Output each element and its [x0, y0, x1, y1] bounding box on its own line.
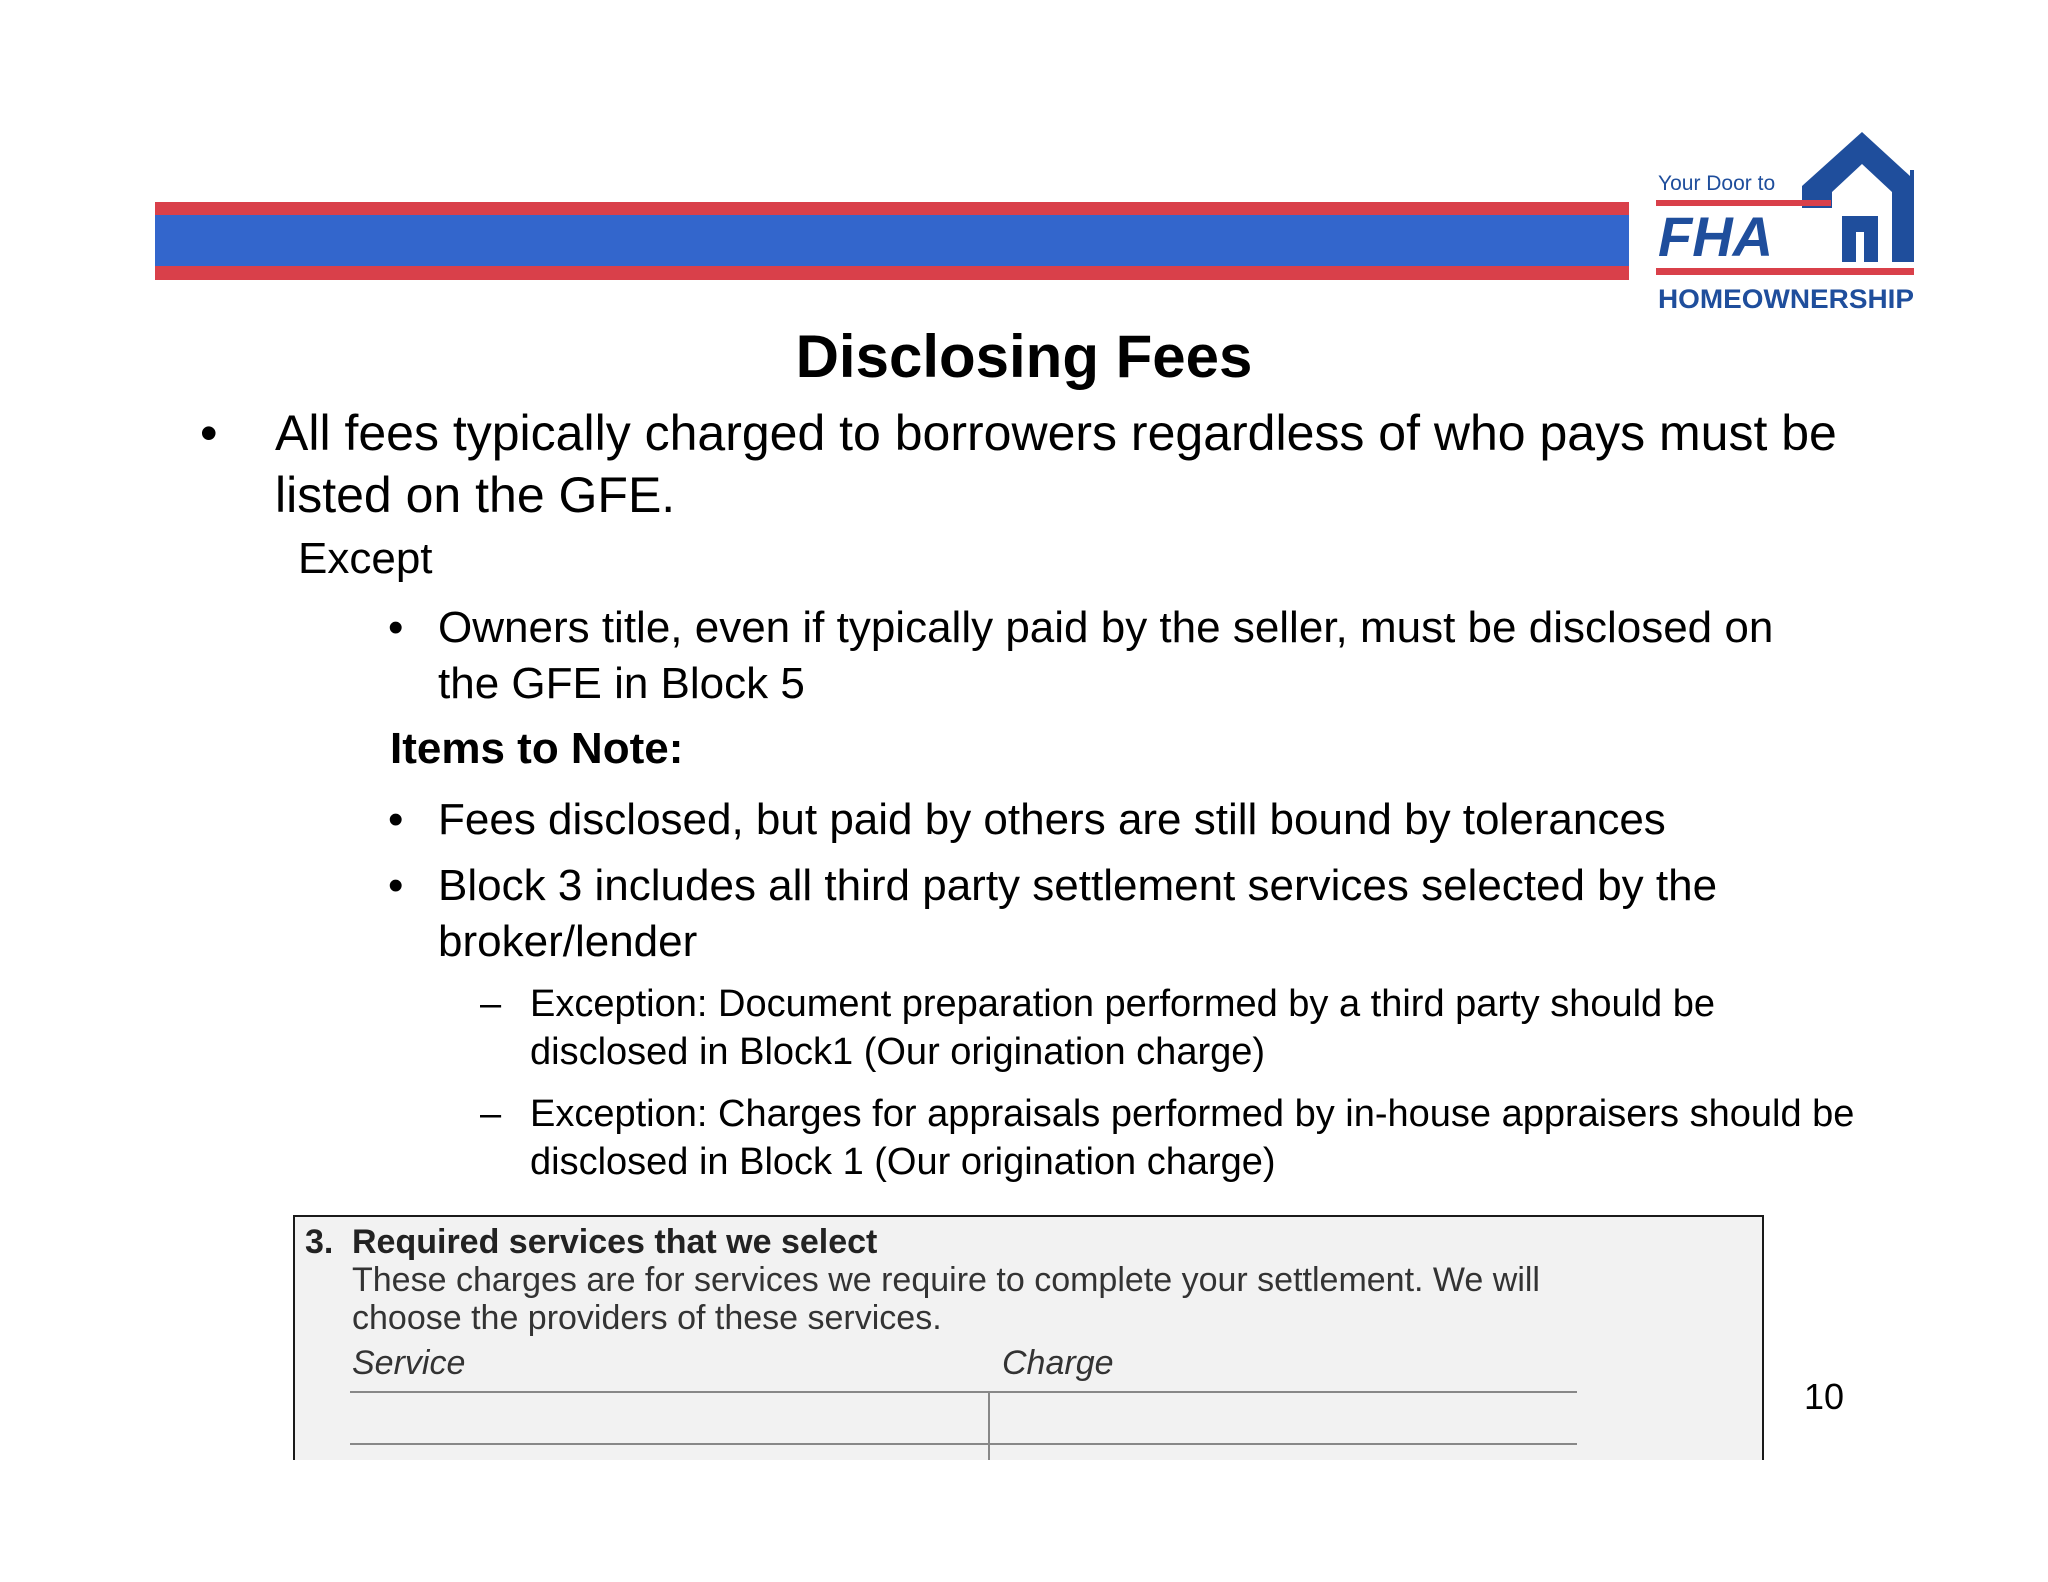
note-item: [388, 858, 1828, 970]
form-block-description: These charges are for services we require to complete your settlement. We will choose the providers of these services.: [352, 1261, 1540, 1337]
except-label: Except: [298, 534, 433, 583]
except-item-text: Owners title, even if typically paid by the seller, must be disclosed on the GFE in Block 5: [438, 603, 1774, 708]
except-item: [388, 600, 1828, 712]
form-column-divider: [988, 1391, 990, 1460]
header-banner: [155, 202, 1629, 280]
bullet-marker: •: [388, 603, 404, 652]
bullet-marker: •: [388, 861, 404, 910]
column-header-charge: Charge: [1002, 1344, 1114, 1382]
exception-item-text: Exception: Charges for appraisals performed by in-house appraisers should be disclosed in Block 1 (Our origination charge): [530, 1093, 1855, 1183]
main-bullet: [200, 402, 1840, 526]
items-to-note-heading: Items to Note:: [390, 724, 684, 773]
form-row-divider: [350, 1391, 1577, 1393]
fha-logo: [1652, 128, 1922, 323]
note-item-text: Block 3 includes all third party settlement services selected by the broker/lender: [438, 861, 1718, 966]
form-row-divider: [350, 1443, 1577, 1445]
slide-title: Disclosing Fees: [795, 323, 1253, 390]
bullet-marker: •: [200, 405, 218, 461]
form-block-number: 3.: [305, 1223, 334, 1261]
main-bullet-text: All fees typically charged to borrowers regardless of who pays must be listed on the GFE.: [275, 405, 1837, 523]
exception-item-text: Exception: Document preparation performed by a third party should be disclosed in Block1 (Our origination charge): [530, 983, 1715, 1073]
gfe-form-excerpt: [293, 1215, 1764, 1460]
bullet-marker: •: [388, 795, 404, 844]
column-header-service: Service: [352, 1344, 466, 1382]
dash-marker: –: [480, 1093, 502, 1135]
form-block-heading: Required services that we select: [352, 1223, 878, 1261]
exception-item: [480, 1090, 1860, 1186]
header-banner-blue-stripe: [155, 215, 1629, 266]
logo-fha: FHA: [1658, 205, 1774, 268]
dash-marker: –: [480, 983, 502, 1025]
logo-homeownership: HOMEOWNERSHIP: [1658, 284, 1914, 314]
house-logo-icon: [1652, 128, 1922, 323]
page-number: 10: [1804, 1376, 1845, 1417]
logo-tagline: Your Door to: [1658, 172, 1776, 195]
exception-item: [480, 980, 1860, 1076]
note-item: [388, 792, 1828, 848]
note-item-text: Fees disclosed, but paid by others are still bound by tolerances: [438, 795, 1666, 844]
